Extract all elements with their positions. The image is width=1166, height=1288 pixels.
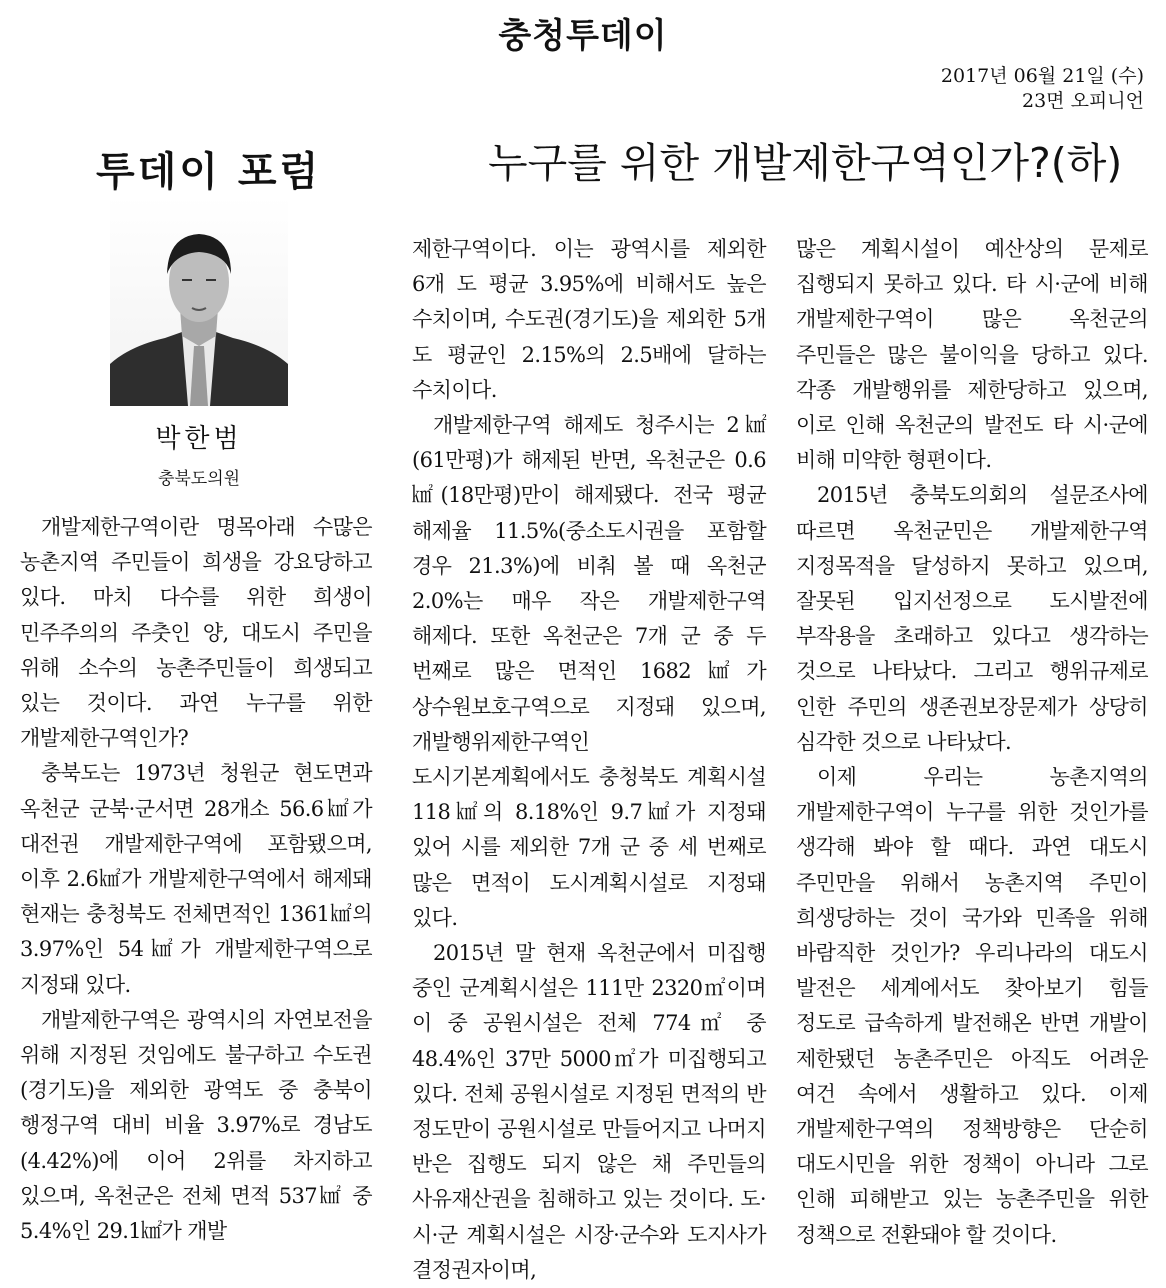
column-title: 투데이 포럼 (96, 149, 322, 195)
author-role: 충북도의원 (157, 469, 241, 489)
dateline (941, 64, 1144, 114)
paragraph: 개발제한구역은 광역시의 자연보전을 위해 지정된 것임에도 불구하고 수도권(경기도)을 제외한 광역도 중 충북이 행정구역 대비 비율 3.97%로 경남도(4.42%)에 이어 2위를 차지하고 있으며, 옥천군은 전체 면적 537㎢ 중 5.4%인 29.1㎢가 개발 (20, 1007, 372, 1244)
paragraph: 2015년 말 현재 옥천군에서 미집행 중인 군계획시설은 111만 2320㎡이며 이 중 공원시설은 전체 774㎡ 중 48.4%인 37만 5000㎡가 미집행되고 있다. 전체 공원시설로 지정된 면적의 반 정도만이 공원시설로 만들어지고 나머지 반은 집행도 되지 않은 채 주민들의 사유재산권을 침해하고 있는 것이다. 도·시·군 계획시설은 시장·군수와 도지사가 결정권자이며, (412, 941, 766, 1282)
article-headline: 누구를 위한 개발제한구역인가?(하) (488, 139, 1123, 187)
publication-date: 2017년 06월 21일 (수) (940, 65, 1144, 87)
article-column-2 (412, 232, 766, 1288)
article-column-1 (20, 510, 372, 1249)
paragraph: 2015년 충북도의회의 설문조사에 따르면 옥천군민은 개발제한구역 지정목적을 달성하지 못하고 있으며, 잘못된 입지선정으로 도시발전에 부작용을 초래하고 있다고 생각하는 것으로 나타났다. 그리고 행위규제로 인한 주민의 생존권보장문제가 상당히 심각한 것으로 나타났다. (796, 483, 1148, 754)
paragraph: 많은 계획시설이 예산상의 문제로 집행되지 못하고 있다. 타 시·군에 비해 개발제한구역이 많은 옥천군의 주민들은 많은 불이익을 당하고 있다. 각종 개발행위를 제한당하고 있으며, 이로 인해 옥천군의 발전도 타 시·군에 비해 미약한 형편이다. (796, 237, 1148, 473)
author-photo (110, 196, 288, 406)
page-section: 23면 오피니언 (1022, 90, 1144, 112)
paragraph: 이제 우리는 농촌지역의 개발제한구역이 누구를 위한 것인가를 생각해 봐야 할 때다. 과연 대도시 주민만을 위해서 농촌지역 주민이 희생당하는 것이 국가와 민족을 위해 바람직한 것인가? 우리나라의 대도시 발전은 세계에서도 찾아보기 힘들 정도로 급속하게 발전해온 반면 개발이 제한됐던 농촌주민은 아직도 어려운 여건 속에서 생활하고 있다. 이제 개발제한구역의 정책방향은 단순히 대도시민을 위한 정책이 아니라 그로 인해 피해받고 있는 농촌주민을 위한 정책으로 전환돼야 할 것이다. (796, 765, 1148, 1247)
author-name: 박한범 (155, 424, 243, 454)
paragraph: 개발제한구역 해제도 청주시는 2㎢(61만평)가 해제된 반면, 옥천군은 0.6㎢(18만평)만이 해제됐다. 전국 평균 해제율 11.5%(중소도시권을 포함할 경우 21.3%)에 비춰 볼 때 옥천군 2.0%는 매우 작은 개발제한구역 해제다. 또한 옥천군은 7개 군 중 두 번째로 많은 면적인 1682㎢가 상수원보호구역으로 지정돼 있으며, 개발행위제한구역인 도시기본계획에서도 충청북도 계획시설 118㎢의 8.18%인 9.7㎢가 지정돼 있어 시를 제외한 7개 군 중 세 번째로 많은 면적이 도시계획시설로 지정돼 있다. (412, 413, 766, 930)
paragraph: 개발제한구역이란 명목아래 수많은 농촌지역 주민들이 희생을 강요당하고 있다. 마치 다수를 위한 희생이 민주주의의 주춧인 양, 대도시 주민을 위해 소수의 농촌주민들이 희생되고 있는 것이다. 과연 누구를 위한 개발제한구역인가? (20, 515, 372, 751)
paragraph: 충북도는 1973년 청원군 현도면과 옥천군 군북·군서면 28개소 56.6㎢가 대전권 개발제한구역에 포함됐으며, 이후 2.6㎢가 개발제한구역에서 해제돼 현재는 충청북도 전체면적인 1361㎢의 3.97%인 54㎢가 개발제한구역으로 지정돼 있다. (20, 761, 372, 997)
newspaper-masthead: 충청투데이 (498, 16, 668, 56)
article-column-3 (796, 232, 1148, 1253)
paragraph: 제한구역이다. 이는 광역시를 제외한 6개 도 평균 3.95%에 비해서도 높은 수치이며, 수도권(경기도)을 제외한 5개 도 평균인 2.15%의 2.5배에 달하는 수치이다. (412, 237, 766, 402)
